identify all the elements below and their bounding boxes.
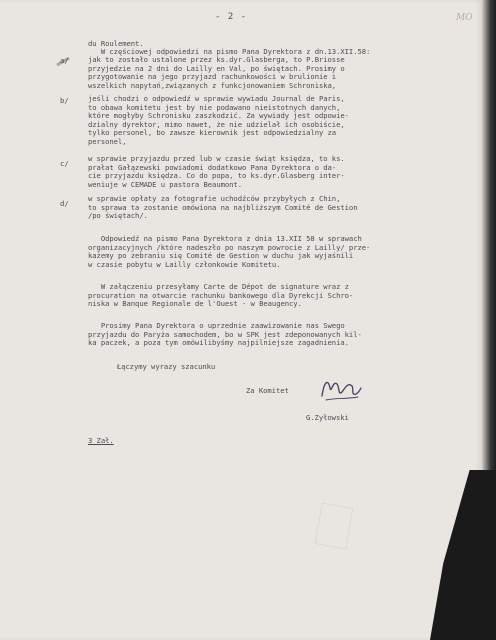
item-c-line-1: w sprawie przyjazdu przed lub w czasie świąt księdza, to ks. xyxy=(88,154,345,163)
item-a-marker: a/ xyxy=(60,56,69,65)
paragraph-4-line-3: ka paczek, a poza tym omówilibyśmy najpilniejsze zagadnienia. xyxy=(88,338,349,348)
item-d-line-1: w sprawie opłaty za fotografie uchodźców przybyłych z Chin, xyxy=(88,194,341,203)
paragraph-3-line-2: procuration na otwarcie rachunku bankowego dla Dyrekcji Schro- xyxy=(88,290,354,300)
item-d-marker: d/ xyxy=(60,199,69,208)
salutation: du Roulement. xyxy=(88,39,144,48)
item-b-line-6: personel, xyxy=(88,137,127,146)
corner-pencil-mark: MO xyxy=(456,13,473,23)
paragraph-2-line-4: w czasie pobytu w Lailly członkowie Komitetu. xyxy=(88,259,281,269)
item-b-line-1: jeśli chodzi o odpowiedź w sprawie wywiadu Journal de Paris, xyxy=(88,94,345,103)
item-b-line-3: które mogłyby Schronisku zaszkodzić. Za wywiady jest odpowie- xyxy=(88,111,349,121)
paragraph-4-line-1: Prosimy Pana Dyrektora o uprzednie zaawizowanie nas Swego xyxy=(88,321,345,330)
item-a-line-1: jak to zostało ustalone przez ks.dyr.Glasberga, to P.Briosse xyxy=(88,55,345,64)
item-b-line-5: tylko personel, bo zawsze kierownik jest odpowiedzialny za xyxy=(88,128,337,138)
item-a-line-3: przygotowanie na jego przyjazd rachunkowości w brulionie i xyxy=(88,72,337,82)
page-number: - 2 - xyxy=(215,12,248,22)
item-b-marker: b/ xyxy=(60,96,69,105)
closing-line: Łączymy wyrazy szacunku xyxy=(104,362,216,371)
paragraph-2-line-1: Odpowiedź na pismo Pana Dyrektora z dnia 13.XII 58 w sprawach xyxy=(88,234,362,243)
paragraph-2-line-3: każemy po zebraniu się Comité de Gestion w duchu jak wyjaśnili xyxy=(88,251,354,261)
paragraph-3-line-3: niska w Banque Regionale de l'Ouest - w Beaugency. xyxy=(88,299,302,309)
item-c-line-4: weniuje w CEMADE u pastora Beaumont. xyxy=(88,179,242,189)
item-a-line-2: przyjedzie na 2 dni do Lailly en Val, po świętach. Prosimy o xyxy=(88,63,345,73)
intro-line: W częściowej odpowiedzi na pismo Pana Dyrektora z dn.13.XII.58: xyxy=(88,47,371,56)
item-d-line-2: to sprawa ta zostanie omówiona na najbliższym Comité de Gestion xyxy=(88,202,358,212)
for-committee: Za Komitet xyxy=(246,386,289,395)
signatory-name: G.Zyłowski xyxy=(306,413,349,422)
enclosures-note: 3 Zał. xyxy=(88,436,114,445)
item-c-line-3: cie przyjazdu księdza. Co do popa, to ks.dyr.Glasberg inter- xyxy=(88,171,345,181)
item-a-line-4: wszelkich napytań,związanych z funkcjonowaniem Schroniska, xyxy=(88,80,337,90)
item-c-line-2: prałat Gałązewski powiadomi dodatkowo Pana Dyrektora o da- xyxy=(88,162,337,172)
item-b-line-4: dzialny dyrektor, mimo nawet, że nie udzielał ich osobiście, xyxy=(88,119,345,129)
item-c-marker: c/ xyxy=(60,159,69,168)
item-d-line-3: /po świętach/. xyxy=(88,211,148,221)
handwritten-signature xyxy=(318,374,362,404)
item-b-line-2: to obawa komitetu jest by nie podawano nieistotnych danych, xyxy=(88,102,341,112)
paragraph-3-line-1: W załączeniu przesyłamy Carte de Dépot de signature wraz z xyxy=(88,282,349,291)
paragraph-2-line-2: organizacyjnych /które nadeszło po naszym powrocie z Lailly/ prze- xyxy=(88,242,371,252)
paragraph-4-line-2: przyjazdu do Paryża samochodem, bo w SPK jest zdeponowanych kil- xyxy=(88,329,362,339)
